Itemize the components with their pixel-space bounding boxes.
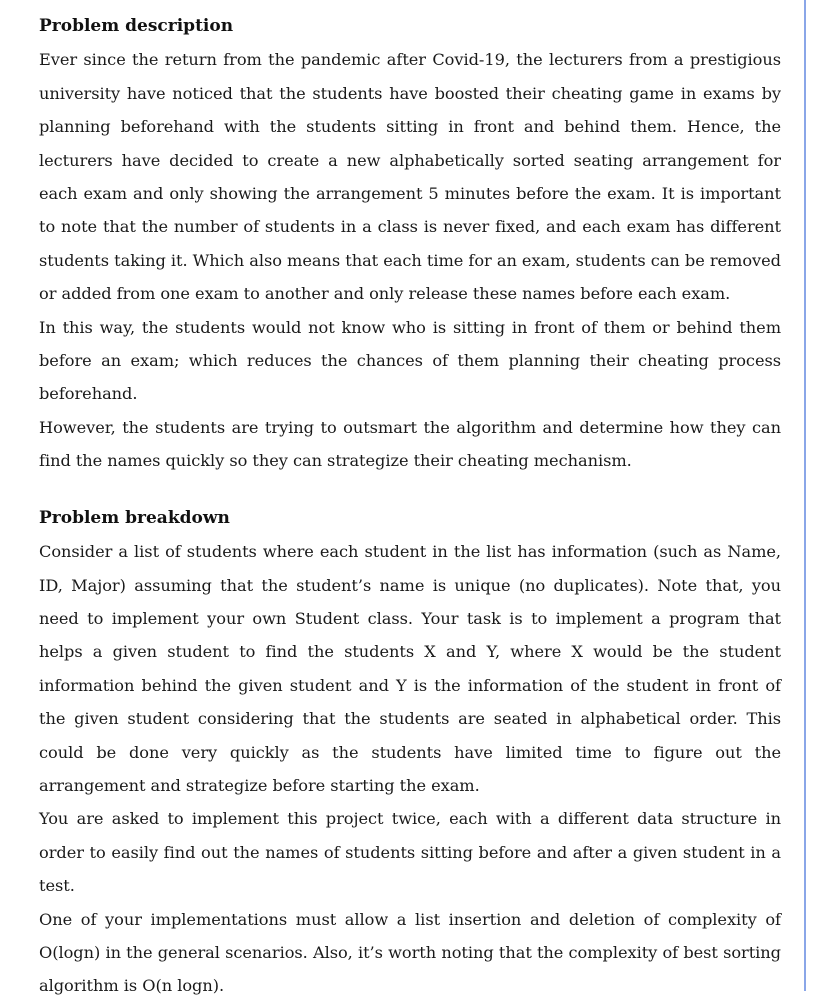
- problem-description-paragraph-1: Ever since the return from the pandemic after Covid-19, the lecturers from a prestigious university have noticed that the students have boosted their cheating game in exams by planning beforehand with the students sitting in front and behind them. Hence, the lecturers have decided to create a new alphabetically sorted seating arrangement for each exam and only showing the arrangement 5 minutes before the exam. It is important to note that the number of students in a class is never fixed, and each exam has different students taking it. Which also means that each time for an exam, students can be removed or added from one exam to another and only release these names before each exam.: [39, 50, 781, 304]
- problem-description-paragraph-3: However, the students are trying to outsmart the algorithm and determine how they can find the names quickly so they can strategize their cheating mechanism.: [39, 417, 781, 471]
- problem-breakdown-heading: Problem breakdown: [39, 507, 230, 528]
- section-spacer: [39, 478, 781, 502]
- problem-breakdown-paragraph-1: Consider a list of students where each student in the list has information (such as Name, ID, Major) assuming that the student’s name is unique (no duplicates). Note that, you need to implement your own Student class. Your task is to implement a program that helps a given student to find the students X and Y, where X would be the student information behind the given student and Y is the information of the student in front of the given student considering that the students are seated in alphabetical order. This could be done very quickly as the students have limited time to figure out the arrangement and strategize before starting the exam.: [39, 542, 781, 795]
- problem-description-paragraph-2: In this way, the students would not know who is sitting in front of them or behind them before an exam; which reduces the chances of them planning their cheating process beforehand.: [39, 317, 781, 404]
- page-margin-rule: [804, 0, 806, 991]
- document-body: [39, 10, 781, 1003]
- problem-breakdown-paragraph-3: One of your implementations must allow a list insertion and deletion of complexity of O(logn) in the general scenarios. Also, it’s worth noting that the complexity of best sorting algorithm is O(n logn).: [39, 909, 781, 996]
- problem-description-heading: Problem description: [39, 16, 234, 36]
- problem-breakdown-paragraph-2: You are asked to implement this project twice, each with a different data structure in order to easily find out the names of students sitting before and after a given student in a test.: [39, 809, 781, 896]
